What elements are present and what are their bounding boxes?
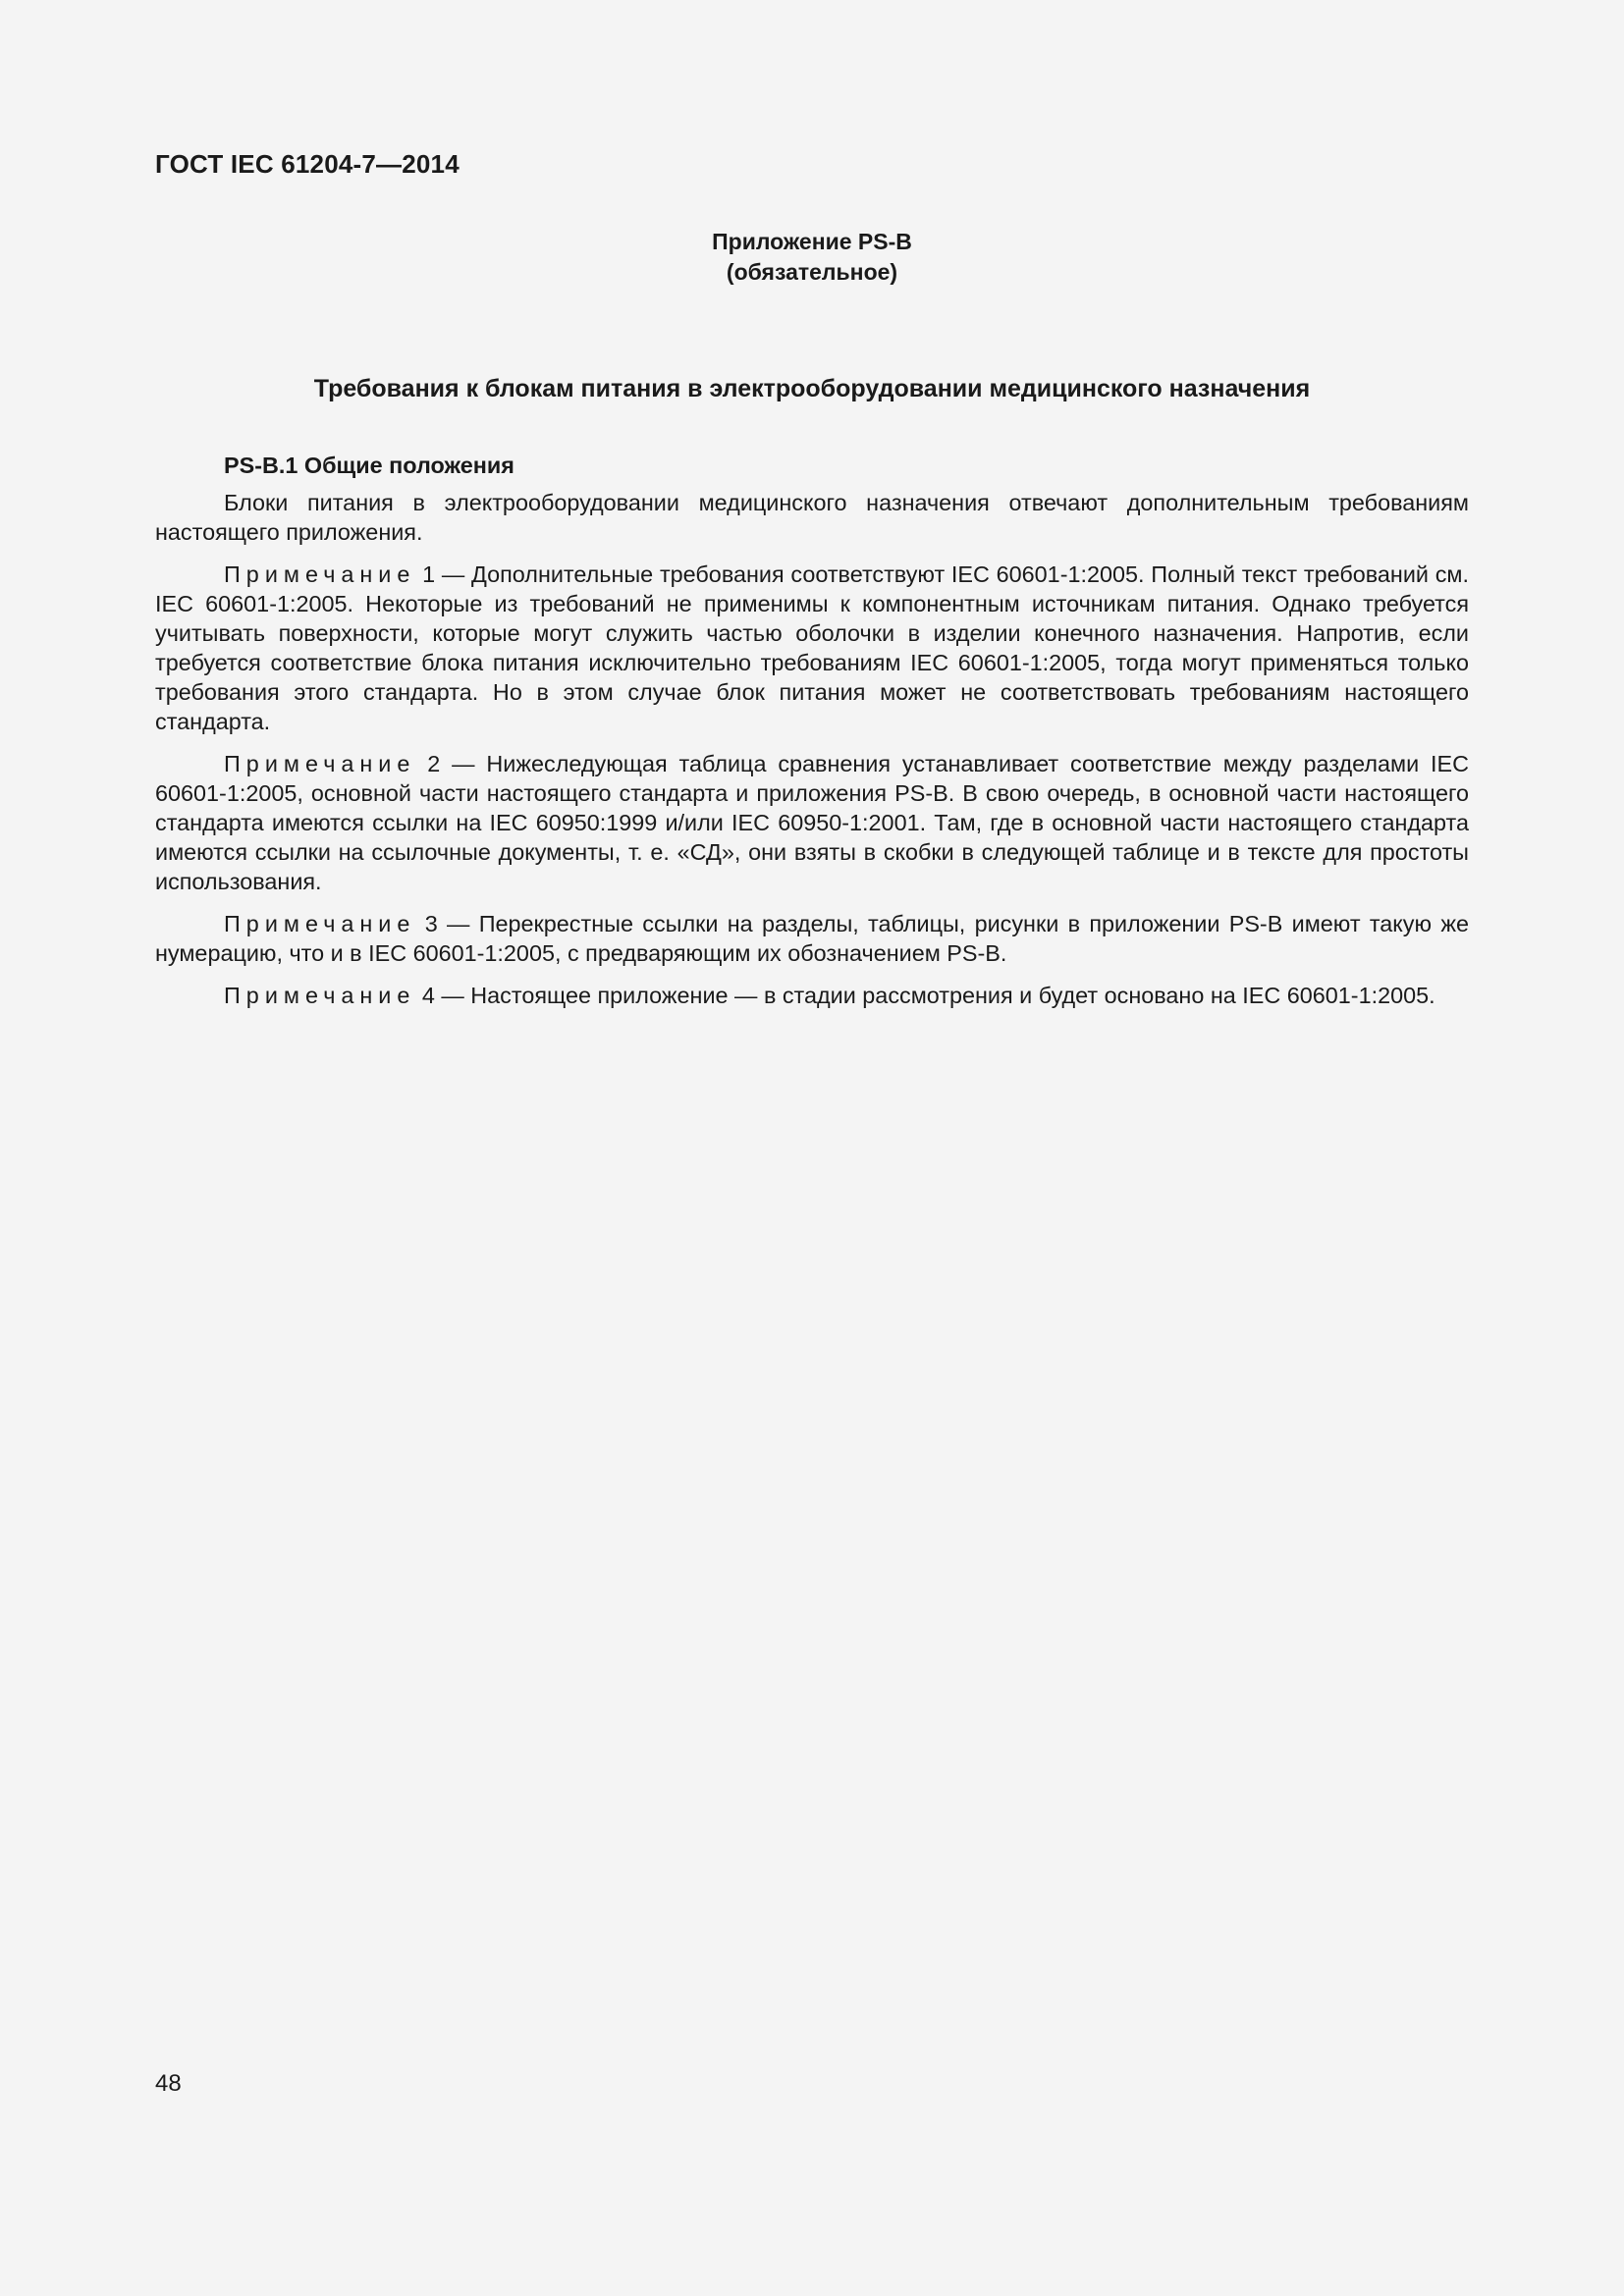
main-heading: Требования к блокам питания в электрооборудовании медицинского назначения (313, 375, 1311, 402)
note-label: Примечание (224, 751, 416, 776)
note-label: Примечание (224, 561, 416, 587)
note-text: 2 — Нижеследующая таблица сравнения устанавливает соответствие между разделами IEC 60601-1:2005, основной части настоящего стандарта и приложения PS-B. В свою очередь, в основной части настоящего стандарта имеются ссылки на IEC 60950:1999 и/или IEC 60950-1:2001. Там, где в основной части настоящего стандарта имеются ссылки на ссылочные документы, т. е. «СД», они взяты в скобки в следующей таблице и в тексте для простоты использования. (155, 751, 1469, 894)
note-1 (155, 560, 1469, 736)
note-label: Примечание (224, 911, 416, 936)
note-text: 4 — Настоящее приложение — в стадии рассмотрения и будет основано на IEC 60601-1:2005. (415, 983, 1435, 1008)
note-3 (155, 909, 1469, 968)
document-code-header: ГОСТ IEC 61204-7—2014 (155, 149, 460, 179)
document-body (155, 451, 1469, 1023)
note-text: 3 — Перекрестные ссылки на разделы, таблицы, рисунки в приложении PS-B имеют такую же нумерацию, что и в IEC 60601-1:2005, с предваряющим их обозначением PS-B. (155, 911, 1469, 966)
note-label: Примечание (224, 983, 416, 1008)
page-number: 48 (155, 2070, 182, 2097)
section-intro-paragraph: Блоки питания в электрооборудовании медицинского назначения отвечают дополнительным требованиям настоящего приложения. (155, 490, 1469, 545)
note-2 (155, 749, 1469, 896)
annex-title: Приложение PS-B (712, 229, 912, 254)
note-4 (155, 981, 1469, 1010)
annex-status: (обязательное) (726, 259, 898, 285)
section-heading: PS-B.1 Общие положения (224, 453, 514, 478)
note-text: 1 — Дополнительные требования соответствуют IEC 60601-1:2005. Полный текст требований см. IEC 60601-1:2005. Некоторые из требований не применимы к компонентным источникам питания. Однако требуется учитывать поверхности, которые могут служить частью оболочки в изделии конечного назначения. Напротив, если требуется соответствие блока питания исключительно требованиям IEC 60601-1:2005, тогда могут применяться только требования этого стандарта. Но в этом случае блок питания может не соответствовать требованиям настоящего стандарта. (155, 561, 1469, 734)
